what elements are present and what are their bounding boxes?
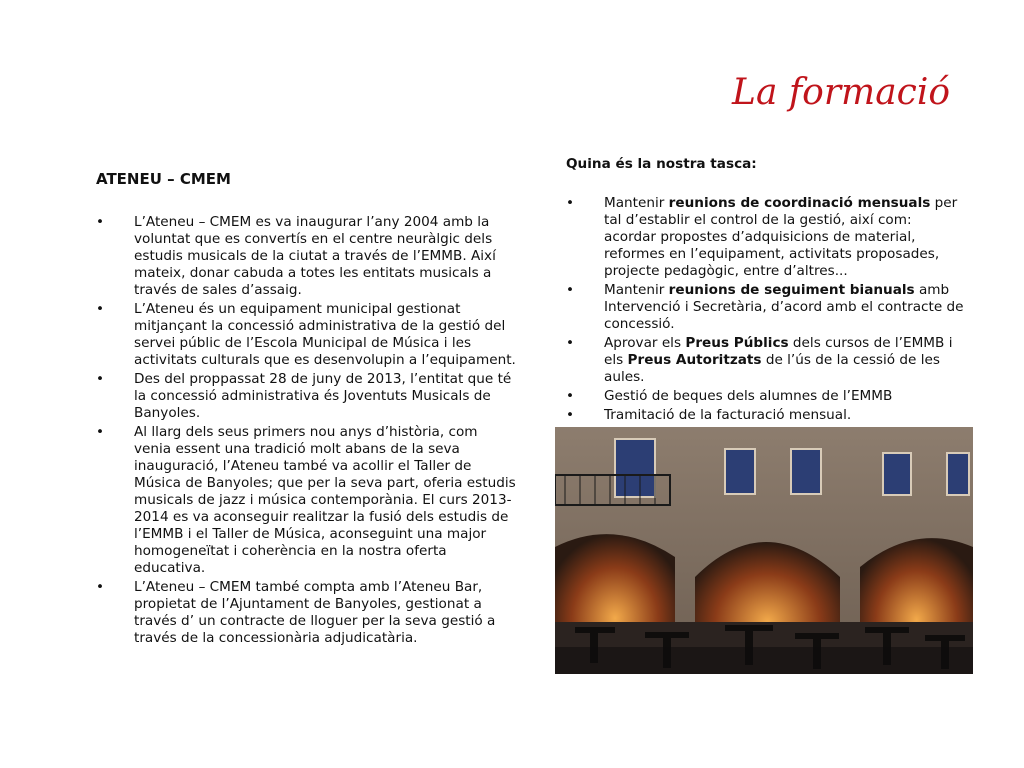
ateneu-description xyxy=(96,214,516,649)
item-text: Gestió de beques dels alumnes de l’EMMB xyxy=(604,388,893,404)
item-text: Al llarg dels seus primers nou anys d’història, com venia essent una tradició molt abans de la seva inauguració, l’Ateneu també va acollir el Taller de Música de Banyoles; que per la seva part, oferia estudis musicals de jazz i música contemporània. El curs 2013-2014 es va aconseguir realitzar la fusió dels estudis de l’EMMB i el Taller de Música, aconseguint una major homogeneïtat i coherència en la nostra oferta educativa. xyxy=(134,424,516,576)
item-text: Aprovar els xyxy=(604,335,686,351)
item-text: L’Ateneu – CMEM també compta amb l’Ateneu Bar, propietat de l’Ajuntament de Banyoles, gestionat a través d’ un contracte de lloguer per la seva gestió a través de la concessionària adjudicatària. xyxy=(134,579,496,646)
item-text: amb Intervenció i Secretària, d’acord amb el contracte de concessió. xyxy=(604,282,964,332)
bullet-icon: • xyxy=(96,424,105,440)
list-item xyxy=(566,407,966,424)
bullet-icon: • xyxy=(96,301,105,317)
section-heading-tasks: Quina és la nostra tasca: xyxy=(566,156,757,172)
list-item xyxy=(96,371,516,422)
bullet-icon: • xyxy=(566,335,575,351)
emphasis-text: reunions de coordinació mensuals xyxy=(668,195,931,211)
bullet-icon: • xyxy=(96,214,105,230)
item-text: L’Ateneu – CMEM es va inaugurar l’any 2004 amb la voluntat que es convertís en el centre neuràlgic dels estudis musicals de la ciutat a través de l’EMMB. Així mateix, donar cabuda a totes les entitats musicals a través de sales d’assaig. xyxy=(134,214,496,298)
item-text: Tramitació de la facturació mensual. xyxy=(604,407,852,423)
section-heading-ateneu: ATENEU – CMEM xyxy=(96,170,231,188)
ateneu-building-photo xyxy=(555,427,973,674)
bullet-icon: • xyxy=(96,371,105,387)
list-item xyxy=(96,301,516,369)
list-item xyxy=(96,214,516,299)
list-item xyxy=(96,424,516,577)
item-text: L’Ateneu és un equipament municipal gestionat mitjançant la concessió administrativa de la gestió del servei públic de l’Escola Municipal de Música i les activitats culturals que es desenvolupin a l’equipament. xyxy=(134,301,516,368)
tasks-description xyxy=(566,195,966,426)
list-item xyxy=(566,195,966,280)
bullet-icon: • xyxy=(566,195,575,211)
item-text: Mantenir xyxy=(604,282,669,298)
item-text: Des del proppassat 28 de juny de 2013, l’entitat que té la concessió administrativa és Joventuts Musicals de Banyoles. xyxy=(134,371,512,421)
bullet-icon: • xyxy=(566,407,575,423)
list-item xyxy=(566,282,966,333)
list-item xyxy=(566,388,966,405)
tasks-bullet-list xyxy=(566,195,966,424)
emphasis-text: reunions de seguiment bianuals xyxy=(668,282,915,298)
list-item xyxy=(96,579,516,647)
item-text: per tal d’establir el control de la gestió, així com: acordar propostes d’adquisicions de material, reformes en l’equipament, activitats proposades, projecte pedagògic, entre d’altres... xyxy=(604,195,958,279)
item-text: de l’ús de la cessió de les aules. xyxy=(604,352,940,385)
emphasis-text: Preus Autoritzats xyxy=(627,352,762,368)
item-text: dels cursos de l’EMMB i els xyxy=(604,335,953,368)
bullet-icon: • xyxy=(96,579,105,595)
list-item xyxy=(566,335,966,386)
bullet-icon: • xyxy=(566,388,575,404)
item-text: Mantenir xyxy=(604,195,669,211)
bullet-icon: • xyxy=(566,282,575,298)
emphasis-text: Preus Públics xyxy=(685,335,789,351)
page-title: La formació xyxy=(732,72,950,113)
ateneu-bullet-list xyxy=(96,214,516,647)
